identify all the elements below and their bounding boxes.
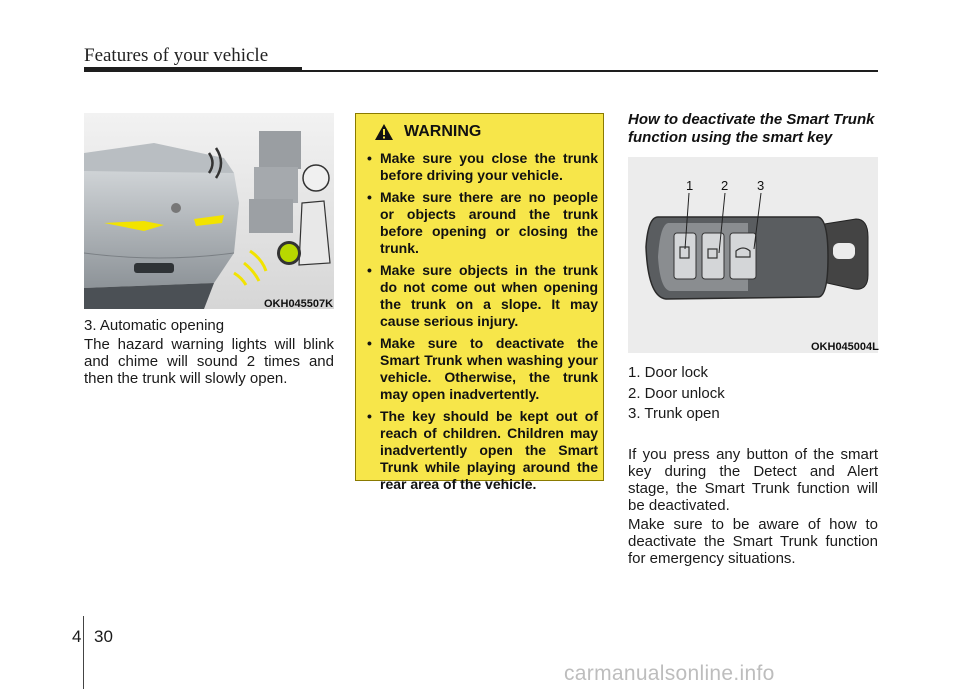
list-item-trunk-open: 3. Trunk open: [628, 405, 720, 422]
smart-key-illustration: [628, 157, 878, 353]
page-header-title: Features of your vehicle: [84, 45, 269, 66]
deactivate-paragraph: If you press any button of the smart key during the Detect and Alert stage, the Smart Trunk function will be deactivated.: [628, 446, 878, 514]
warning-triangle-icon: [374, 123, 394, 141]
warning-item: • Make sure objects in the trunk do not come out when opening the trunk on a slope. It may cause serious injury.: [367, 262, 598, 329]
key-number-3: 3: [757, 178, 765, 193]
awareness-paragraph: Make sure to be aware of how to deactivate the Smart Trunk function for emergency situations.: [628, 516, 878, 567]
image-code-left: OKH045507K: [264, 298, 334, 310]
chapter-number: 4: [72, 627, 82, 646]
page-number: 30: [94, 627, 113, 646]
section-heading: How to deactivate the Smart Trunk function using the smart key: [628, 111, 875, 146]
caption-heading: 3. Automatic opening: [84, 317, 225, 334]
warning-item: • The key should be kept out of reach of children. Children may inadvertently open the Smart Trunk while playing around the rear area of the vehicle.: [367, 408, 598, 492]
warning-item: • Make sure to deactivate the Smart Trunk when washing your vehicle. Otherwise, the trunk may open inadvertently.: [367, 335, 598, 402]
warning-item: • Make sure you close the trunk before driving your vehicle.: [367, 150, 598, 183]
list-item-door-lock: 1. Door lock: [628, 364, 709, 381]
image-code-right: OKH045004L: [811, 341, 879, 353]
header-rule-thick: [84, 67, 302, 72]
warning-header: [374, 123, 481, 141]
key-number-1: 1: [686, 178, 694, 193]
header-rule-thin: [302, 70, 878, 72]
footer-rule: [83, 616, 84, 689]
warning-box: [355, 113, 604, 492]
warning-list: [365, 150, 598, 498]
key-number-2: 2: [721, 178, 729, 193]
caption-body: The hazard warning lights will blink and chime will sound 2 times and then the trunk will slowly open.: [84, 336, 334, 387]
warning-item: • Make sure there are no people or objects around the trunk before opening or closing the trunk.: [367, 189, 598, 256]
list-item-door-unlock: 2. Door unlock: [628, 385, 725, 402]
watermark: carmanualsonline.info: [564, 662, 775, 685]
warning-title: WARNING: [404, 123, 482, 140]
smart-trunk-illustration: [84, 113, 334, 309]
